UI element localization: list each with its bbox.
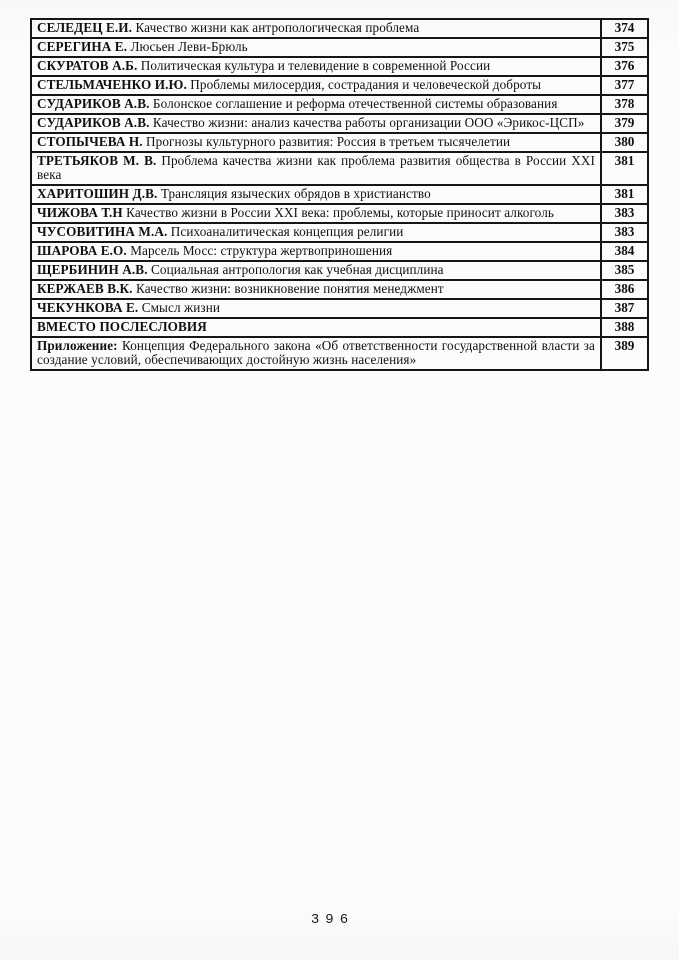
entry-author: ШАРОВА Е.О. bbox=[37, 243, 127, 258]
table-row bbox=[31, 223, 648, 242]
table-row bbox=[31, 76, 648, 95]
table-row bbox=[31, 261, 648, 280]
table-row bbox=[31, 242, 648, 261]
entry-cell bbox=[31, 19, 601, 38]
entry-page-number: 389 bbox=[601, 337, 648, 370]
entry-page-number: 384 bbox=[601, 242, 648, 261]
toc-body bbox=[31, 19, 648, 370]
entry-author: ХАРИТОШИН Д.В. bbox=[37, 186, 158, 201]
entry-title: Марсель Мосс: структура жертвоприношения bbox=[130, 243, 393, 258]
entry-author: СЕЛЕДЕЦ Е.И. bbox=[37, 20, 133, 35]
entry-title: Качество жизни: возникновение понятия менеджмент bbox=[135, 281, 444, 296]
entry-page-number: 385 bbox=[601, 261, 648, 280]
entry-cell bbox=[31, 223, 601, 242]
entry-page-number: 375 bbox=[601, 38, 648, 57]
table-row bbox=[31, 185, 648, 204]
entry-page-number: 383 bbox=[601, 204, 648, 223]
entry-page-number: 381 bbox=[601, 152, 648, 185]
entry-author: СТОПЫЧЕВА Н. bbox=[37, 134, 143, 149]
entry-title: Болонское соглашение и реформа отечественной системы образования bbox=[152, 96, 558, 111]
entry-title: Проблемы милосердия, сострадания и человеческой доброты bbox=[190, 77, 542, 92]
entry-cell bbox=[31, 280, 601, 299]
entry-cell bbox=[31, 204, 601, 223]
entry-title: Качество жизни в России XXI века: проблемы, которые приносит алкоголь bbox=[126, 205, 554, 220]
table-row bbox=[31, 114, 648, 133]
entry-title: Психоаналитическая концепция религии bbox=[170, 224, 404, 239]
entry-cell bbox=[31, 76, 601, 95]
entry-author: ЩЕРБИНИН А.В. bbox=[37, 262, 148, 277]
table-row bbox=[31, 280, 648, 299]
entry-author: ЧИЖОВА Т.Н bbox=[37, 205, 123, 220]
entry-title: Концепция Федерального закона «Об ответственности государственной власти за создание условий, обеспечивающих достойную жизнь населения» bbox=[37, 338, 595, 367]
entry-cell bbox=[31, 57, 601, 76]
table-row bbox=[31, 133, 648, 152]
table-row bbox=[31, 19, 648, 38]
entry-page-number: 380 bbox=[601, 133, 648, 152]
entry-author: СУДАРИКОВ А.В. bbox=[37, 96, 150, 111]
entry-title: Люсьен Леви-Брюль bbox=[130, 39, 248, 54]
entry-cell bbox=[31, 242, 601, 261]
entry-page-number: 381 bbox=[601, 185, 648, 204]
entry-cell bbox=[31, 152, 601, 185]
table-row bbox=[31, 299, 648, 318]
table-row bbox=[31, 337, 648, 370]
table-of-contents bbox=[30, 18, 649, 371]
entry-title: Политическая культура и телевидение в современной России bbox=[140, 58, 491, 73]
entry-author: СУДАРИКОВ А.В. bbox=[37, 115, 150, 130]
entry-title: Качество жизни: анализ качества работы организации ООО «Эрикос-ЦСП» bbox=[152, 115, 585, 130]
entry-cell bbox=[31, 318, 601, 337]
entry-title: Трансляция языческих обрядов в христианство bbox=[160, 186, 431, 201]
table-row bbox=[31, 57, 648, 76]
entry-cell bbox=[31, 261, 601, 280]
entry-author: ТРЕТЬЯКОВ М. В. bbox=[37, 153, 157, 168]
entry-page-number: 376 bbox=[601, 57, 648, 76]
entry-cell bbox=[31, 133, 601, 152]
entry-title: Проблема качества жизни как проблема развития общества в России XXI века bbox=[37, 153, 596, 182]
entry-title: Смысл жизни bbox=[141, 300, 221, 315]
entry-author: ЧУСОВИТИНА М.А. bbox=[37, 224, 168, 239]
entry-page-number: 383 bbox=[601, 223, 648, 242]
entry-page-number: 387 bbox=[601, 299, 648, 318]
entry-cell bbox=[31, 299, 601, 318]
footer-page-number: 396 bbox=[310, 912, 355, 928]
table-row bbox=[31, 38, 648, 57]
entry-title: Социальная антропология как учебная дисциплина bbox=[151, 262, 444, 277]
entry-page-number: 378 bbox=[601, 95, 648, 114]
table-row bbox=[31, 318, 648, 337]
entry-author: Приложение: bbox=[37, 338, 118, 353]
entry-author: СКУРАТОВ А.Б. bbox=[37, 58, 138, 73]
entry-author: СЕРЕГИНА Е. bbox=[37, 39, 128, 54]
entry-author: КЕРЖАЕВ В.К. bbox=[37, 281, 133, 296]
entry-cell bbox=[31, 337, 601, 370]
entry-page-number: 379 bbox=[601, 114, 648, 133]
entry-cell bbox=[31, 95, 601, 114]
entry-cell bbox=[31, 185, 601, 204]
table-row bbox=[31, 95, 648, 114]
entry-page-number: 388 bbox=[601, 318, 648, 337]
entry-cell bbox=[31, 114, 601, 133]
entry-title: Прогнозы культурного развития: Россия в третьем тысячелетии bbox=[146, 134, 511, 149]
entry-page-number: 374 bbox=[601, 19, 648, 38]
entry-author: ВМЕСТО ПОСЛЕСЛОВИЯ bbox=[37, 319, 207, 334]
entry-page-number: 377 bbox=[601, 76, 648, 95]
entry-title: Качество жизни как антропологическая проблема bbox=[135, 20, 420, 35]
entry-cell bbox=[31, 38, 601, 57]
entry-author: СТЕЛЬМАЧЕНКО И.Ю. bbox=[37, 77, 187, 92]
table-row bbox=[31, 204, 648, 223]
entry-page-number: 386 bbox=[601, 280, 648, 299]
table-row bbox=[31, 152, 648, 185]
entry-author: ЧЕКУНКОВА Е. bbox=[37, 300, 139, 315]
